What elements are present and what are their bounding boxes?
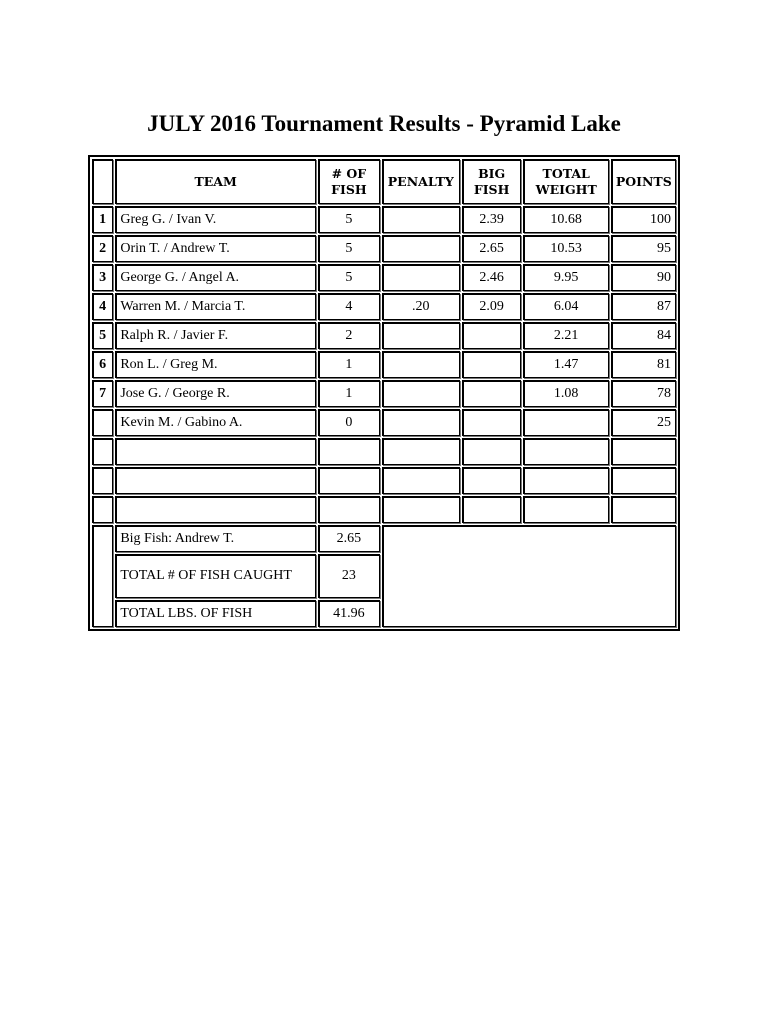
points-cell: 90: [611, 264, 676, 291]
header-penalty: [382, 159, 460, 204]
header-total-weight: [523, 159, 608, 204]
fish-count-cell: 5: [318, 206, 380, 233]
table-row: [92, 293, 676, 320]
place-cell: 1: [92, 206, 113, 233]
total-weight-cell: [523, 438, 608, 465]
total-weight-cell: 6.04: [523, 293, 608, 320]
header-points: [611, 159, 676, 204]
big-fish-cell: [462, 322, 522, 349]
team-cell: Kevin M. / Gabino A.: [115, 409, 316, 436]
table-row: [92, 467, 676, 494]
table-row: [92, 438, 676, 465]
summary-row-big-fish: [92, 525, 676, 552]
table-row: [92, 235, 676, 262]
place-cell: 3: [92, 264, 113, 291]
points-cell: 84: [611, 322, 676, 349]
fish-count-cell: 5: [318, 235, 380, 262]
penalty-cell: [382, 206, 460, 233]
big-fish-cell: 2.46: [462, 264, 522, 291]
team-cell: Jose G. / George R.: [115, 380, 316, 407]
total-lbs-value: 41.96: [318, 600, 380, 627]
place-cell: 6: [92, 351, 113, 378]
place-cell: [92, 409, 113, 436]
total-weight-cell: [523, 467, 608, 494]
fish-count-cell: [318, 496, 380, 523]
header-fish-line1: # OF: [331, 165, 367, 181]
fish-count-cell: 5: [318, 264, 380, 291]
big-fish-cell: [462, 380, 522, 407]
fish-count-cell: 4: [318, 293, 380, 320]
place-cell: 5: [92, 322, 113, 349]
fish-count-cell: 1: [318, 351, 380, 378]
penalty-cell: [382, 235, 460, 262]
place-cell: 2: [92, 235, 113, 262]
table-row: [92, 380, 676, 407]
big-fish-cell: [462, 467, 522, 494]
team-cell: Greg G. / Ivan V.: [115, 206, 316, 233]
header-fish-line2: FISH: [331, 181, 367, 197]
big-fish-cell: 2.09: [462, 293, 522, 320]
fish-count-cell: [318, 438, 380, 465]
points-cell: 95: [611, 235, 676, 262]
penalty-cell: [382, 467, 460, 494]
big-fish-cell: [462, 409, 522, 436]
total-weight-cell: 10.68: [523, 206, 608, 233]
place-cell: [92, 438, 113, 465]
header-place: [92, 159, 113, 204]
header-fish-count: [318, 159, 380, 204]
page-title: JULY 2016 Tournament Results - Pyramid Lake: [147, 111, 621, 136]
points-cell: [611, 496, 676, 523]
total-weight-cell: [523, 409, 608, 436]
points-cell: 25: [611, 409, 676, 436]
header-big-line2: FISH: [473, 181, 510, 197]
fish-count-cell: 2: [318, 322, 380, 349]
header-weight-line1: TOTAL: [542, 165, 590, 181]
big-fish-label: Big Fish: Andrew T.: [115, 525, 316, 552]
points-cell: 81: [611, 351, 676, 378]
total-weight-cell: 10.53: [523, 235, 608, 262]
total-weight-cell: [523, 496, 608, 523]
header-big-fish: [462, 159, 522, 204]
team-cell: Ralph R. / Javier F.: [115, 322, 316, 349]
table-row: [92, 322, 676, 349]
points-cell: 87: [611, 293, 676, 320]
team-cell: Warren M. / Marcia T.: [115, 293, 316, 320]
place-cell: [92, 496, 113, 523]
points-cell: [611, 438, 676, 465]
total-fish-label: TOTAL # OF FISH CAUGHT: [115, 554, 316, 598]
big-fish-value: 2.65: [318, 525, 380, 552]
header-team: [115, 159, 316, 204]
table-row: [92, 409, 676, 436]
place-cell: 7: [92, 380, 113, 407]
total-weight-cell: 1.08: [523, 380, 608, 407]
points-cell: [611, 467, 676, 494]
team-cell: [115, 438, 316, 465]
big-fish-cell: 2.39: [462, 206, 522, 233]
header-team-label: TEAM: [194, 173, 237, 189]
header-points-label: POINTS: [615, 173, 672, 189]
team-cell: [115, 496, 316, 523]
big-fish-cell: [462, 496, 522, 523]
fish-count-cell: 1: [318, 380, 380, 407]
table-row: [92, 351, 676, 378]
total-weight-cell: 2.21: [523, 322, 608, 349]
total-lbs-label: TOTAL LBS. OF FISH: [115, 600, 316, 627]
header-weight-line2: WEIGHT: [535, 181, 597, 197]
fish-count-cell: 0: [318, 409, 380, 436]
big-fish-cell: [462, 351, 522, 378]
results-table: [88, 155, 680, 631]
penalty-cell: [382, 438, 460, 465]
header-big-line1: BIG: [478, 165, 506, 181]
penalty-cell: [382, 351, 460, 378]
place-cell: [92, 467, 113, 494]
big-fish-cell: [462, 438, 522, 465]
points-cell: 100: [611, 206, 676, 233]
big-fish-cell: 2.65: [462, 235, 522, 262]
header-penalty-label: PENALTY: [387, 173, 454, 189]
penalty-cell: [382, 264, 460, 291]
team-cell: George G. / Angel A.: [115, 264, 316, 291]
total-fish-value: 23: [318, 554, 380, 598]
penalty-cell: [382, 322, 460, 349]
summary-blank-block: [382, 525, 676, 627]
table-row: [92, 206, 676, 233]
total-weight-cell: 1.47: [523, 351, 608, 378]
team-cell: [115, 467, 316, 494]
place-cell: 4: [92, 293, 113, 320]
penalty-cell: [382, 496, 460, 523]
fish-count-cell: [318, 467, 380, 494]
team-cell: Orin T. / Andrew T.: [115, 235, 316, 262]
points-cell: 78: [611, 380, 676, 407]
total-weight-cell: 9.95: [523, 264, 608, 291]
penalty-cell: [382, 409, 460, 436]
summary-spacer-cell: [92, 525, 113, 627]
penalty-cell: .20: [382, 293, 460, 320]
table-row: [92, 264, 676, 291]
team-cell: Ron L. / Greg M.: [115, 351, 316, 378]
penalty-cell: [382, 380, 460, 407]
table-row: [92, 496, 676, 523]
header-row: [92, 159, 676, 204]
